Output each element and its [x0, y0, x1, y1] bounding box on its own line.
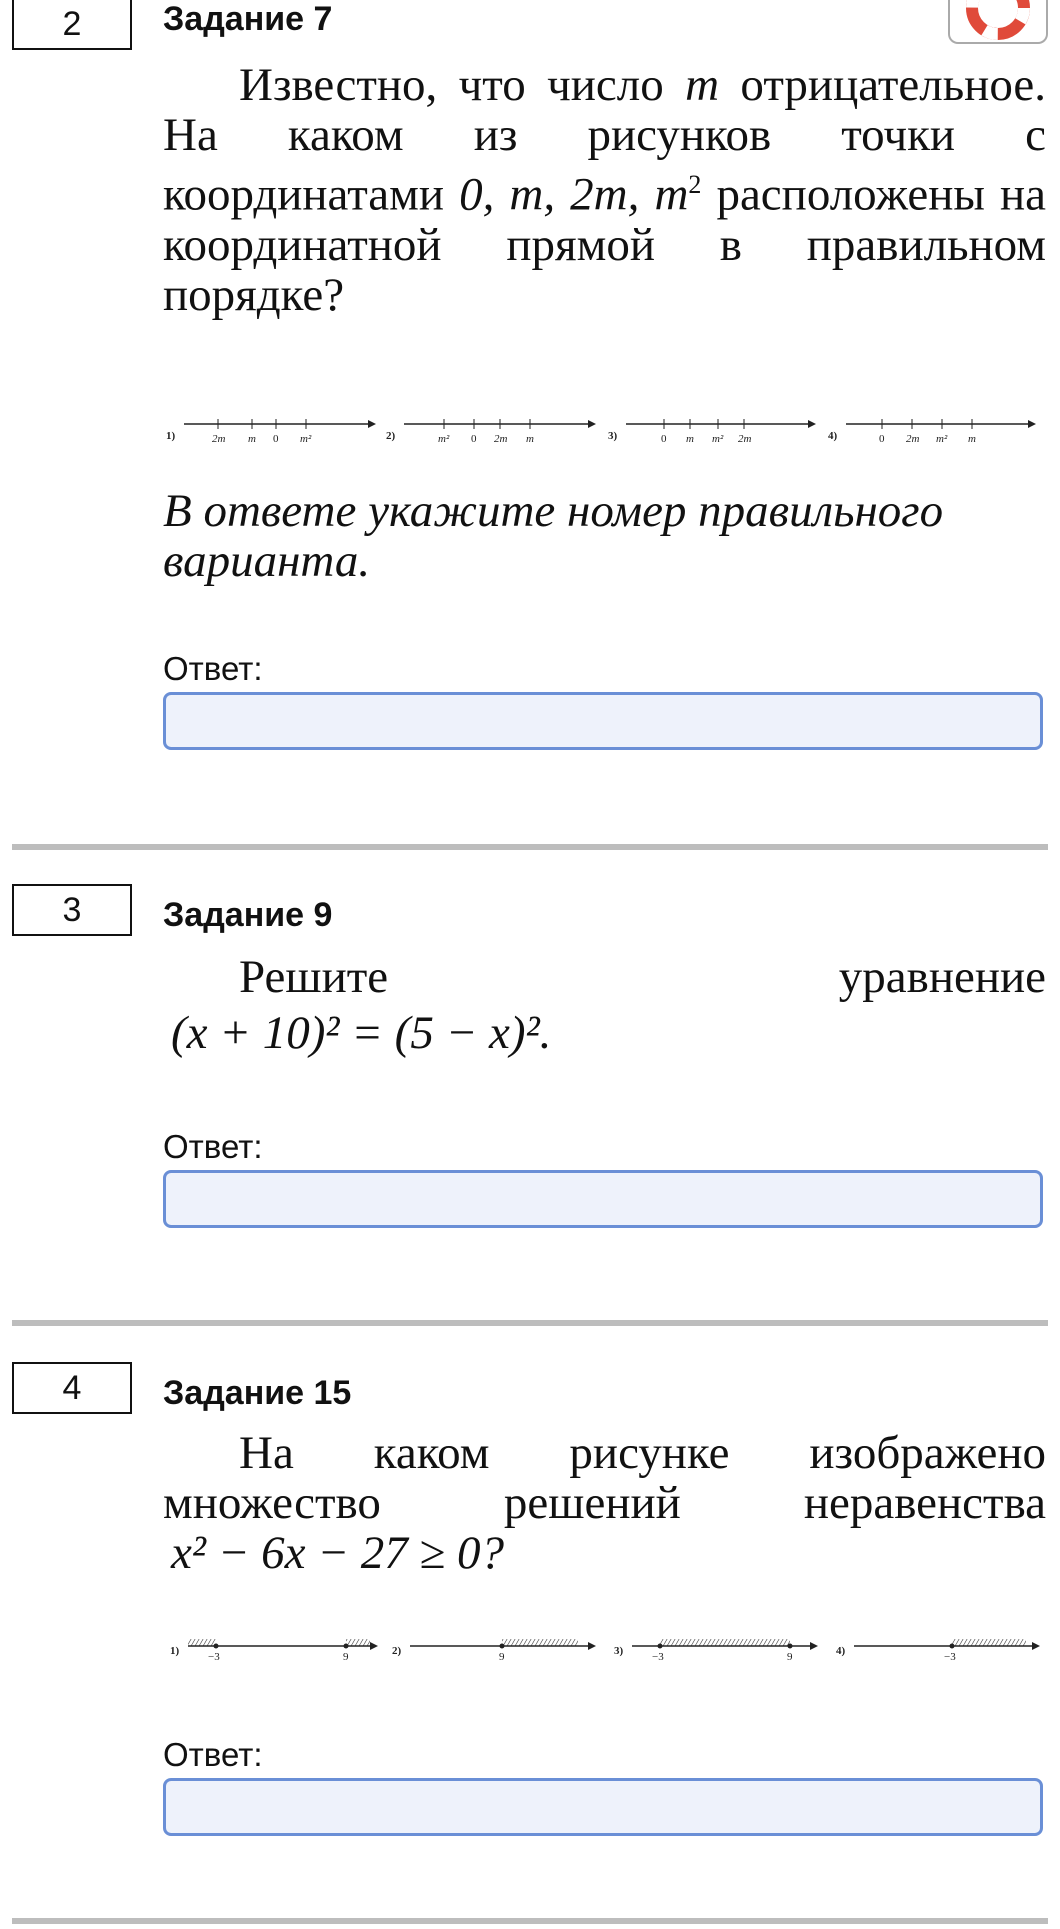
tick-label: m²	[300, 433, 312, 445]
tick-label: −3	[208, 1651, 220, 1663]
arrow-icon	[1032, 1642, 1040, 1650]
tick-label: −3	[652, 1651, 664, 1663]
arrow-icon	[810, 1642, 818, 1650]
task-title: Задание 7	[163, 0, 333, 38]
tick-label: m	[248, 433, 256, 445]
tick-label: m²	[438, 433, 450, 445]
option-label: 3)	[608, 430, 618, 442]
arrow-icon	[368, 420, 376, 428]
tick-label: −3	[944, 1651, 956, 1663]
task-instruction: В ответе укажите номер правильного варианта.	[163, 485, 944, 587]
answer-label: Ответ:	[163, 650, 263, 687]
tick-label: 9	[499, 1651, 505, 1663]
inequality-lines-figure	[160, 1630, 1040, 1674]
tick-label: m	[968, 433, 976, 445]
number-lines-figure	[160, 410, 1040, 460]
task-statement	[163, 1428, 1046, 1578]
section-divider	[12, 1320, 1048, 1326]
answer-input-task-15[interactable]	[163, 1778, 1043, 1836]
option-label: 4)	[828, 430, 838, 442]
answer-input-task-7[interactable]	[163, 692, 1043, 750]
equation: (x + 10)² = (5 − x)².	[171, 1007, 552, 1059]
statement-line: На каком рисунке изображено множество решений неравенства	[163, 1427, 1046, 1529]
arrow-icon	[370, 1642, 378, 1650]
arrow-icon	[808, 420, 816, 428]
option-label: 2)	[386, 430, 396, 442]
task-number-badge: 4	[12, 1362, 132, 1414]
tick-label: 0	[879, 433, 885, 445]
statement-line: Решите уравнение	[239, 951, 1046, 1003]
tick-label: 9	[787, 1651, 793, 1663]
tick-label: m	[686, 433, 694, 445]
tick-label: m²	[712, 433, 724, 445]
tick-label: 0	[273, 433, 279, 445]
arrow-icon	[1028, 420, 1036, 428]
shaded-region	[346, 1639, 370, 1646]
tick-label: 0	[471, 433, 477, 445]
answer-label: Ответ:	[163, 1128, 263, 1165]
shaded-region	[660, 1639, 790, 1646]
task-title: Задание 9	[163, 896, 333, 934]
tick-label: m	[526, 433, 534, 445]
section-divider	[12, 1918, 1048, 1924]
tick-label: 2m	[212, 433, 226, 445]
option-label: 3)	[614, 1645, 624, 1657]
tick-label: 2m	[738, 433, 752, 445]
task-statement	[163, 952, 1046, 1058]
option-label: 1)	[166, 430, 176, 442]
section-divider	[12, 844, 1048, 850]
shaded-region	[502, 1639, 578, 1646]
tick-label: 2m	[494, 433, 508, 445]
inequality: x² − 6x − 27 ≥ 0?	[171, 1527, 505, 1579]
lifebuoy-icon	[950, 0, 1046, 42]
tick-label: 0	[661, 433, 667, 445]
option-label: 1)	[170, 1645, 180, 1657]
shaded-region	[952, 1639, 1026, 1646]
help-lifebuoy-button[interactable]	[948, 0, 1048, 44]
option-label: 4)	[836, 1645, 846, 1657]
answer-input-task-9[interactable]	[163, 1170, 1043, 1228]
shaded-region	[188, 1639, 216, 1646]
tick-label: m²	[936, 433, 948, 445]
task-title: Задание 15	[163, 1374, 352, 1412]
task-number-badge: 2	[12, 0, 132, 50]
option-label: 2)	[392, 1645, 402, 1657]
task-statement: Известно, что число m отрицательное. На каком из рисунков точки с координатами 0, m, 2m, $m^2$ расположены на координатной прямой в правильном порядке?	[163, 59, 1047, 321]
tick-label: 2m	[906, 433, 920, 445]
answer-label: Ответ:	[163, 1736, 263, 1773]
task-number-badge: 3	[12, 884, 132, 936]
tick-label: 9	[343, 1651, 349, 1663]
arrow-icon	[588, 1642, 596, 1650]
arrow-icon	[588, 420, 596, 428]
